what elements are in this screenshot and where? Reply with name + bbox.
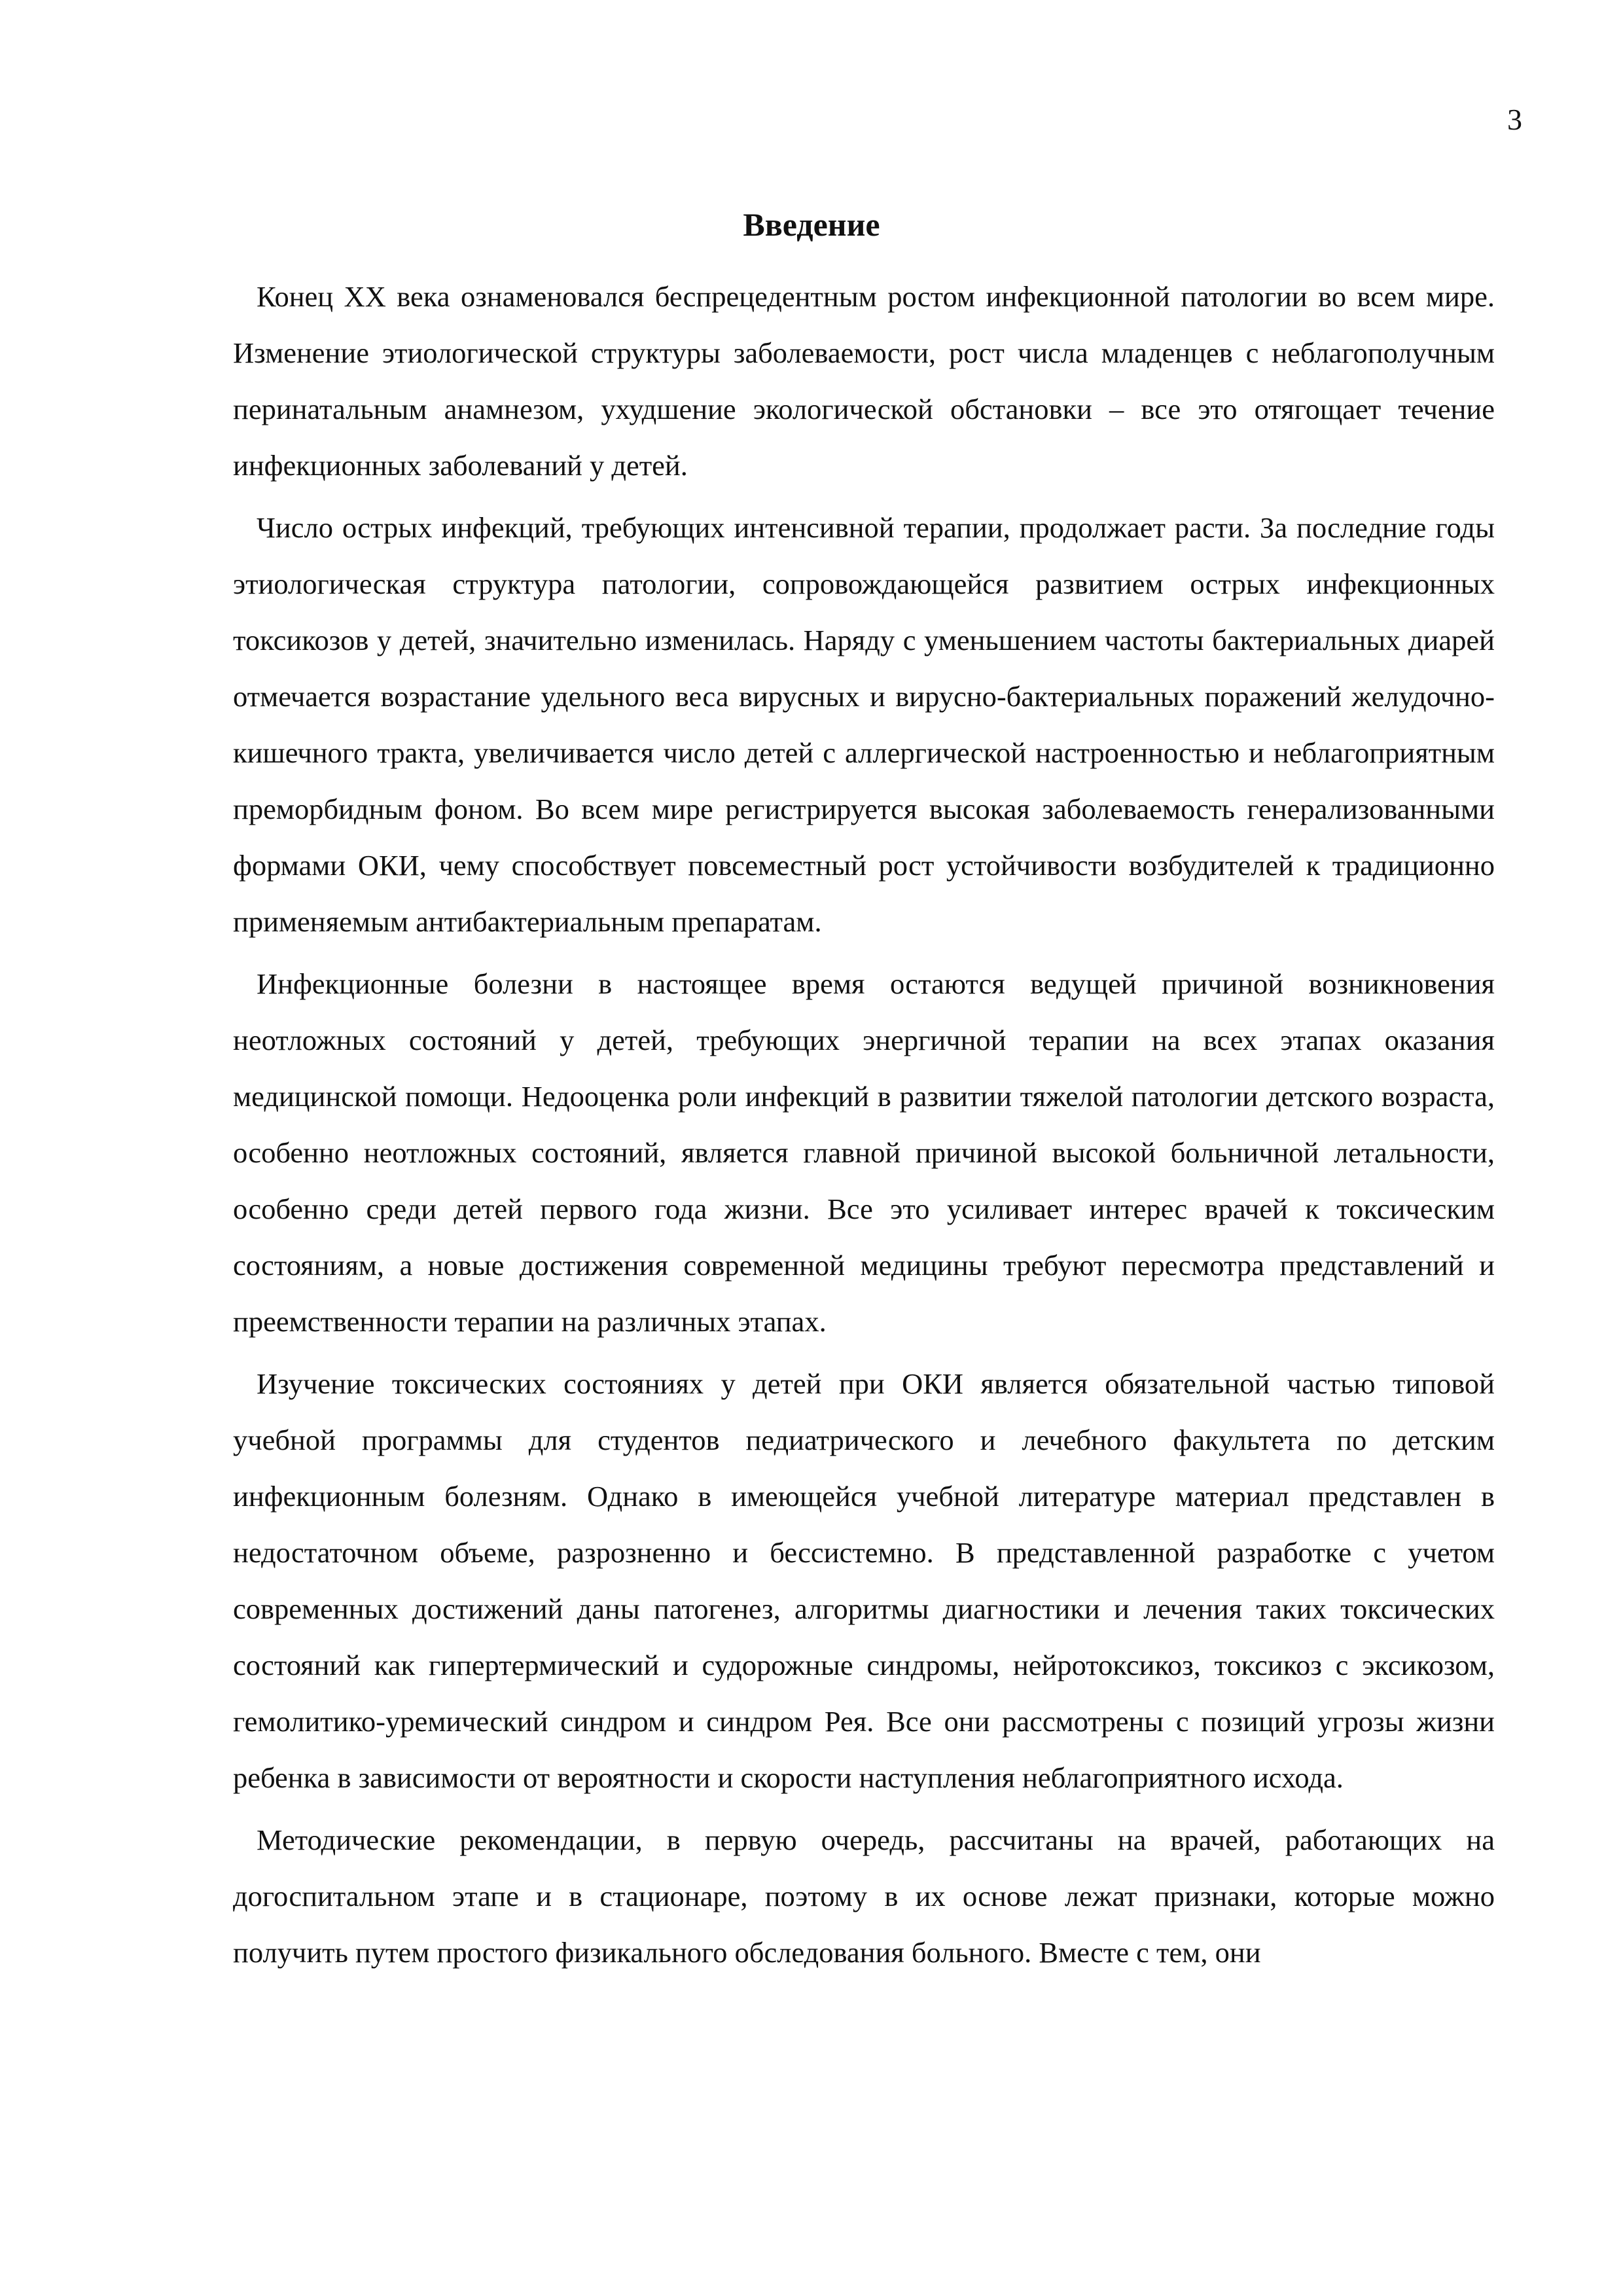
page-number: 3	[1507, 103, 1522, 136]
paragraph-emergency-states: Инфекционные болезни в настоящее время остаются ведущей причиной возникновения неотложных состояний у детей, требующих энергичной терапии на всех этапах оказания медицинской помощи. Недооценка роли инфекций в развитии тяжелой патологии детского возраста, особенно неотложных состояний, является главной причиной высокой больничной летальности, особенно среди детей первого года жизни. Все это усиливает интерес врачей к токсическим состояниям, а новые достижения современной медицины требуют пересмотра представлений и преемственности терапии на различных этапах.	[233, 967, 1495, 1338]
document-body	[233, 268, 1495, 1986]
paragraph-acute-infections: Число острых инфекций, требующих интенсивной терапии, продолжает расти. За последние годы этиологическая структура патологии, сопровождающейся развитием острых инфекционных токсикозов у детей, значительно изменилась. Наряду с уменьшением частоты бактериальных диарей отмечается возрастание удельного веса вирусных и вирусно-бактериальных поражений желудочно-кишечного тракта, увеличивается число детей с аллергической настроенностью и неблагоприятным преморбидным фоном. Во всем мире регистрируется высокая заболеваемость генерализованными формами ОКИ, чему способствует повсеместный рост устойчивости возбудителей к традиционно применяемым антибактериальным препаратам.	[233, 511, 1495, 938]
page-title: Введение	[743, 206, 880, 243]
paragraph-intro: Конец XX века ознаменовался беспрецедентным ростом инфекционной патологии во всем мире. Изменение этиологической структуры заболеваемости, рост числа младенцев с неблагополучным перинатальным анамнезом, ухудшение экологической обстановки – все это отягощает течение инфекционных заболеваний у детей.	[233, 280, 1495, 482]
paragraph-study-program: Изучение токсических состояниях у детей при ОКИ является обязательной частью типовой учебной программы для студентов педиатрического и лечебного факультета по детским инфекционным болезням. Однако в имеющейся учебной литературе материал представлен в недостаточном объеме, разрозненно и бессистемно. В представленной разработке с учетом современных достижений даны патогенез, алгоритмы диагностики и лечения таких токсических состояний как гипертермический и судорожные синдромы, нейротоксикоз, токсикоз с эксикозом, гемолитико-уремический синдром и синдром Рея. Все они рассмотрены с позиций угрозы жизни ребенка в зависимости от вероятности и скорости наступления неблагоприятного исхода.	[233, 1367, 1495, 1794]
paragraph-recommendations: Методические рекомендации, в первую очередь, рассчитаны на врачей, работающих на догоспитальном этапе и в стационаре, поэтому в их основе лежат признаки, которые можно получить путем простого физикального обследования больного. Вместе с тем, они	[233, 1823, 1495, 1969]
